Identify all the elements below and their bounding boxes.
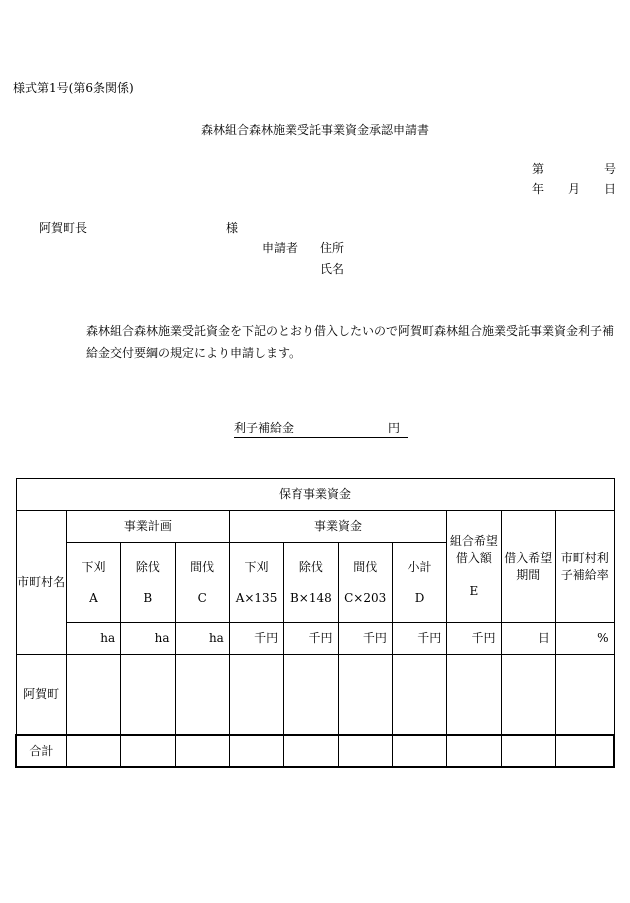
unit-cell: ha bbox=[66, 623, 120, 655]
data-cell[interactable] bbox=[229, 735, 283, 767]
subsidy-line bbox=[234, 422, 408, 438]
data-cell[interactable] bbox=[555, 735, 614, 767]
funds-table bbox=[15, 478, 615, 768]
honorific: 様 bbox=[226, 221, 239, 235]
interest-rate-name2: 子補給率 bbox=[560, 567, 609, 582]
date-year-label: 年 bbox=[532, 182, 545, 196]
data-cell[interactable] bbox=[447, 735, 501, 767]
data-cell[interactable] bbox=[121, 655, 175, 735]
data-cell[interactable] bbox=[175, 655, 229, 735]
loan-amount-code: E bbox=[469, 584, 479, 599]
fund-col-0: 下刈 A×135 bbox=[229, 543, 283, 623]
loan-period-header bbox=[501, 511, 555, 623]
data-cell[interactable] bbox=[338, 655, 392, 735]
data-cell[interactable] bbox=[229, 655, 283, 735]
plan-header: 事業計画 bbox=[66, 511, 229, 543]
unit-cell: 千円 bbox=[229, 623, 283, 655]
plan-col-0: 下刈 A bbox=[66, 543, 120, 623]
subsidy-unit: 円 bbox=[388, 421, 401, 435]
unit-cell: % bbox=[555, 623, 614, 655]
municipality-header: 市町村名 bbox=[16, 511, 66, 655]
loan-period-name2: 期間 bbox=[516, 567, 541, 582]
address-label: 住所 bbox=[320, 241, 345, 255]
unit-cell: ha bbox=[121, 623, 175, 655]
unit-cell: 千円 bbox=[447, 623, 501, 655]
loan-period-name1: 借入希望 bbox=[504, 550, 553, 565]
table-row bbox=[16, 655, 614, 735]
table-title: 保育事業資金 bbox=[16, 479, 614, 511]
recipient: 阿賀町長 bbox=[39, 221, 88, 235]
document-title: 森林組合森林施業受託事業資金承認申請書 bbox=[200, 123, 429, 137]
applicant-label: 申請者 bbox=[262, 241, 299, 255]
data-cell[interactable] bbox=[175, 735, 229, 767]
table-row-total bbox=[16, 735, 614, 767]
subsidy-label: 利子補給金 bbox=[234, 421, 295, 435]
data-cell[interactable] bbox=[555, 655, 614, 735]
loan-amount-name2: 借入額 bbox=[455, 550, 492, 565]
data-cell[interactable] bbox=[121, 735, 175, 767]
data-cell[interactable] bbox=[447, 655, 501, 735]
plan-col-2: 間伐 C bbox=[175, 543, 229, 623]
data-cell[interactable] bbox=[392, 655, 446, 735]
loan-amount-name1: 組合希望 bbox=[449, 534, 498, 549]
interest-rate-name1: 市町村利 bbox=[560, 550, 609, 565]
fund-col-1: 除伐 B×148 bbox=[284, 543, 338, 623]
funds-header: 事業資金 bbox=[229, 511, 446, 543]
body-text: 森林組合森林施業受託資金を下記のとおり借入したいので阿賀町森林組合施業受託事業資金利子補給金交付要綱の規定により申請します。 bbox=[86, 324, 615, 360]
plan-col-1: 除伐 B bbox=[121, 543, 175, 623]
row-label: 阿賀町 bbox=[16, 655, 66, 735]
date-month-label: 月 bbox=[568, 182, 581, 196]
loan-amount-header bbox=[447, 511, 501, 623]
fund-col-3: 小計 D bbox=[392, 543, 446, 623]
data-cell[interactable] bbox=[284, 655, 338, 735]
data-cell[interactable] bbox=[66, 735, 120, 767]
date-day-label: 日 bbox=[604, 182, 617, 196]
unit-cell: 千円 bbox=[392, 623, 446, 655]
form-number: 様式第1号(第6条関係) bbox=[13, 81, 134, 95]
unit-cell: 千円 bbox=[338, 623, 392, 655]
unit-cell: 千円 bbox=[284, 623, 338, 655]
number-label: 第 bbox=[532, 162, 545, 176]
number-unit: 号 bbox=[604, 162, 617, 176]
data-cell[interactable] bbox=[501, 655, 555, 735]
interest-rate-header bbox=[555, 511, 614, 623]
data-cell[interactable] bbox=[501, 735, 555, 767]
data-cell[interactable] bbox=[392, 735, 446, 767]
unit-cell: ha bbox=[175, 623, 229, 655]
unit-cell: 日 bbox=[501, 623, 555, 655]
name-label: 氏名 bbox=[320, 262, 345, 276]
data-cell[interactable] bbox=[284, 735, 338, 767]
fund-col-2: 間伐 C×203 bbox=[338, 543, 392, 623]
row-label: 合計 bbox=[16, 735, 66, 767]
data-cell[interactable] bbox=[66, 655, 120, 735]
data-cell[interactable] bbox=[338, 735, 392, 767]
